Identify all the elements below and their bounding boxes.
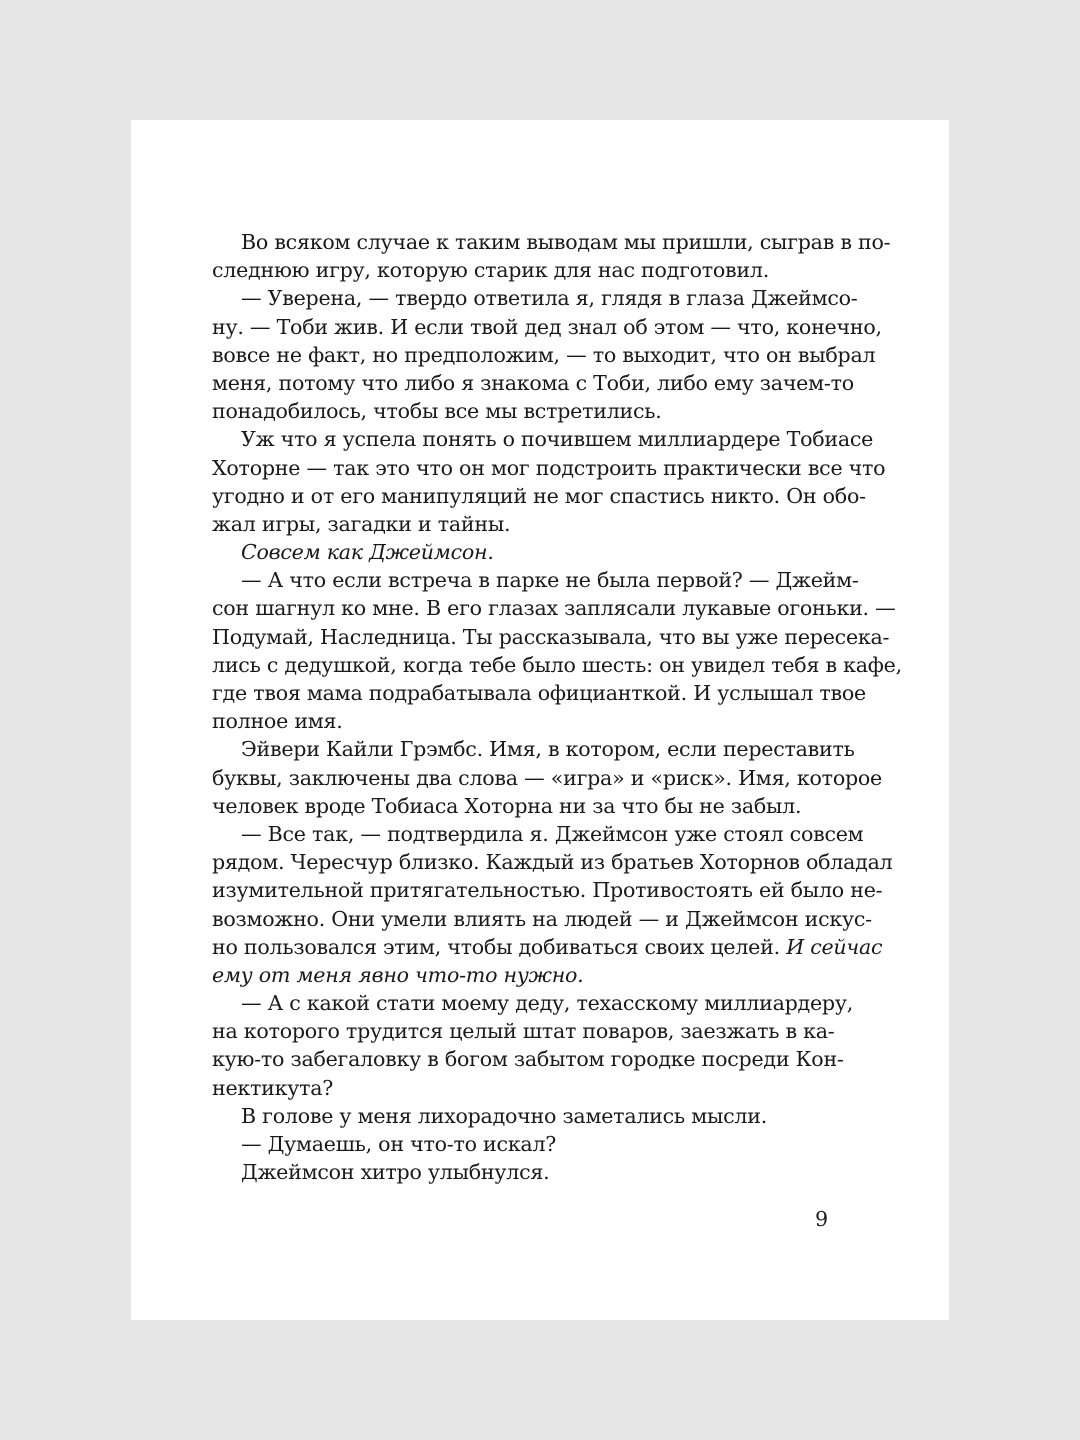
- text-line: [212, 764, 882, 792]
- text-line: [212, 707, 829, 735]
- text-line-content: понадобилось, чтобы все мы встретились.: [212, 399, 662, 424]
- text-line-content: изумительной притягательностью. Противостоять ей было не-: [212, 878, 883, 903]
- text-line: [212, 594, 896, 622]
- text-line: [212, 425, 874, 453]
- text-line-content: ему от меня явно что-то нужно.: [212, 962, 584, 987]
- text-line-content: возможно. Они умели влиять на людей — и Джеймсон искус-: [212, 906, 872, 931]
- text-line-content: Подумай, Наследница. Ты рассказывала, что вы уже пересека-: [212, 624, 890, 649]
- text-line-content: Хоторне — так это что он мог подстроить практически все что: [212, 455, 886, 480]
- text-line-italic-tail: И сейчас: [786, 934, 883, 959]
- page-body-text: [212, 228, 902, 1186]
- text-line: [212, 848, 893, 876]
- text-line: [212, 256, 829, 284]
- text-line-content: меня, потому что либо я знакома с Тоби, либо ему зачем-то: [212, 370, 854, 395]
- text-line-content: ну. — Тоби жив. И если твой дед знал об этом — что, конечно,: [212, 314, 882, 339]
- text-line: [212, 876, 883, 904]
- text-line: [212, 397, 829, 425]
- text-line: [212, 735, 855, 763]
- text-line: [212, 679, 866, 707]
- text-line-content: — Уверена, — твердо ответила я, глядя в глаза Джеймсо-: [241, 286, 858, 311]
- text-line-content: Эйвери Кайли Грэмбс. Имя, в котором, если переставить: [241, 737, 855, 762]
- text-line: [212, 1130, 829, 1158]
- text-line: [212, 933, 883, 961]
- text-line: [212, 905, 872, 933]
- text-line-content: жал игры, загадки и тайны.: [212, 511, 511, 536]
- text-line-content: полное имя.: [212, 709, 343, 734]
- text-line: [212, 369, 854, 397]
- text-line: [212, 538, 829, 566]
- text-line: [212, 510, 829, 538]
- page-number: 9: [815, 1207, 829, 1231]
- text-line-content: лись с дедушкой, когда тебе было шесть: он увидел тебя в кафе,: [212, 652, 902, 677]
- text-line-content: кую-то забегаловку в богом забытом городке посреди Кон-: [212, 1047, 844, 1072]
- text-line: [212, 566, 859, 594]
- text-line-content: — Думаешь, он что-то искал?: [241, 1132, 557, 1156]
- text-line-content: В голове у меня лихорадочно заметались мысли.: [241, 1103, 767, 1128]
- book-page: [131, 120, 949, 1320]
- text-line-content: вовсе не факт, но предположим, — то выходит, что он выбрал: [212, 342, 876, 367]
- text-line: [212, 1102, 829, 1130]
- text-line-content: Во всяком случае к таким выводам мы пришли, сыграв в по-: [241, 230, 891, 254]
- text-line: [212, 454, 886, 482]
- text-line-content: Совсем как Джеймсон.: [241, 540, 494, 565]
- text-line-content: сон шагнул ко мне. В его глазах заплясали лукавые огоньки. —: [212, 596, 896, 621]
- text-line: [212, 228, 891, 256]
- text-line-content: где твоя мама подрабатывала официанткой. И услышал твое: [212, 681, 866, 705]
- text-line: [212, 1074, 829, 1102]
- text-line: [212, 989, 854, 1017]
- text-line-content: буквы, заключены два слова — «игра» и «риск». Имя, которое: [212, 765, 882, 790]
- text-line: [212, 1017, 835, 1045]
- text-line-content: угодно и от его манипуляций не мог спастись никто. Он обо-: [212, 483, 866, 508]
- text-line-content: человек вроде Тобиаса Хоторна ни за что бы не забыл.: [212, 793, 802, 818]
- text-line: [212, 1158, 829, 1186]
- text-line-content: — Все так, — подтвердила я. Джеймсон уже стоял совсем: [241, 821, 864, 846]
- text-line: [212, 1045, 844, 1073]
- text-line-content: — А с какой стати моему деду, техасскому миллиардеру,: [241, 991, 854, 1016]
- text-line: [212, 284, 858, 312]
- text-line: [212, 313, 882, 341]
- text-line: [212, 820, 864, 848]
- text-line-content: Уж что я успела понять о почившем миллиардере Тобиасе: [241, 427, 874, 452]
- text-line-content: но пользовался этим, чтобы добиваться своих целей.: [212, 934, 780, 959]
- text-line-content: следнюю игру, которую старик для нас подготовил.: [212, 258, 770, 283]
- text-line-content: Джеймсон хитро улыбнулся.: [241, 1160, 550, 1185]
- text-line: [212, 341, 876, 369]
- text-line: [212, 482, 866, 510]
- text-line: [212, 792, 829, 820]
- text-line-content: нектикута?: [212, 1075, 334, 1100]
- text-line-content: рядом. Чересчур близко. Каждый из братьев Хоторнов обладал: [212, 850, 893, 875]
- text-line: [212, 651, 902, 679]
- text-line-content: — А что если встреча в парке не была первой? — Джейм-: [241, 568, 859, 593]
- text-line-content: на которого трудится целый штат поваров, заезжать в ка-: [212, 1019, 835, 1044]
- text-line: [212, 961, 829, 989]
- text-line: [212, 623, 890, 651]
